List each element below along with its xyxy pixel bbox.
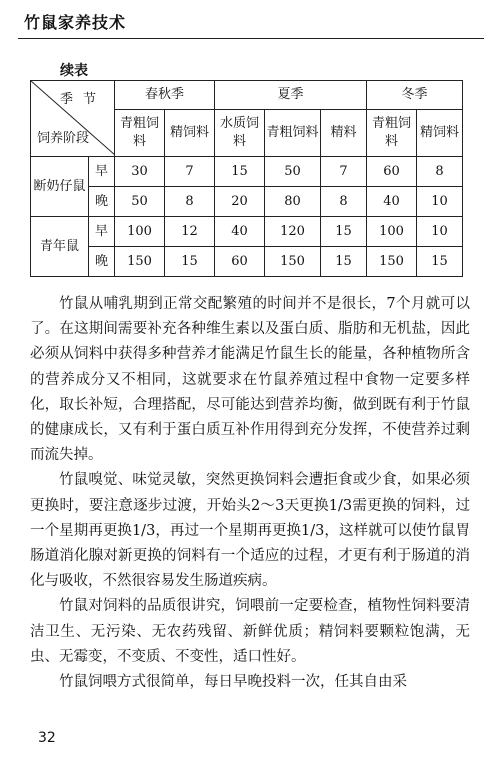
table-cell: 10 (417, 217, 463, 247)
table-caption: 续表 (60, 63, 88, 79)
feed-type-header: 青粗饲料 (115, 110, 165, 157)
feed-type-header: 青粗饲料 (367, 110, 417, 157)
season-header: 春秋季 (115, 81, 215, 110)
table-cell: 15 (165, 247, 215, 277)
season-header: 冬季 (367, 81, 463, 110)
table-cell: 150 (115, 247, 165, 277)
header-rule (18, 38, 484, 39)
table-cell: 8 (165, 187, 215, 217)
feed-type-header: 精料 (321, 110, 367, 157)
stage-label: 断奶仔鼠 (31, 157, 89, 217)
paragraph: 竹鼠对饲料的品质很讲究，饲喂前一定要检查，植物性饲料要清洁卫生、无污染、无农药残留、新鲜优质；精饲料要颗粒饱满，无虫、无霉变，不变质、不变性，适口性好。 (30, 598, 470, 665)
table-cell: 20 (215, 187, 265, 217)
time-label: 晚 (89, 187, 115, 217)
corner-stage-label: 饲养阶段 (37, 131, 90, 146)
table-row (31, 247, 463, 277)
table-cell: 60 (367, 157, 417, 187)
table-cell: 15 (321, 247, 367, 277)
table-cell: 8 (417, 157, 463, 187)
table-corner-cell (31, 81, 115, 157)
paragraph: 竹鼠嗅觉、味觉灵敏，突然更换饲料会遭拒食或少食，如果必须更换时，要注意逐步过渡，开始头2～3天更换1/3需更换的饲料，过一个星期再更换1/3，再过一个星期再更换1/3，这样就可以使竹鼠胃肠道消化腺对新更换的饲料有一个适应的过程，才更有利于肠道的消化与吸收，不然很容易发生肠道疾病。 (30, 472, 470, 590)
table-cell: 10 (417, 187, 463, 217)
table-cell: 15 (215, 157, 265, 187)
body-text (30, 292, 470, 695)
feed-type-header: 青粗饲料 (265, 110, 321, 157)
feed-type-header: 精饲料 (417, 110, 463, 157)
table-cell: 120 (265, 217, 321, 247)
feed-type-header: 精饲料 (165, 110, 215, 157)
table-cell: 150 (265, 247, 321, 277)
table-cell: 100 (115, 217, 165, 247)
table-cell: 100 (367, 217, 417, 247)
paragraph: 竹鼠从哺乳期到正常交配繁殖的时间并不是很长，7个月就可以了。在这期间需要补充各种维生素以及蛋白质、脂肪和无机盐，因此必须从饲料中获得多种营养才能满足竹鼠生长的能量，各种植物所含的营养成分又不相同，这就要求在竹鼠养殖过程中食物一定要多样化，取长补短，合理搭配，尽可能达到营养均衡，做到既有利于竹鼠的健康成长，又有利于蛋白质互补作用得到充分发挥，不使营养过剩而流失掉。 (30, 296, 470, 464)
paragraph: 竹鼠饲喂方式很简单，每日早晚投料一次，任其自由采 (59, 674, 407, 691)
feed-type-header: 水质饲料 (215, 110, 265, 157)
table-cell: 30 (115, 157, 165, 187)
table-cell: 12 (165, 217, 215, 247)
time-label: 早 (89, 157, 115, 187)
time-label: 晚 (89, 247, 115, 277)
table-cell: 80 (265, 187, 321, 217)
table-cell: 40 (215, 217, 265, 247)
table-cell: 15 (321, 217, 367, 247)
stage-label: 青年鼠 (31, 217, 89, 277)
running-head: 竹鼠家养技术 (24, 13, 127, 32)
table-cell: 8 (321, 187, 367, 217)
page-number: 32 (38, 730, 56, 746)
season-header: 夏季 (215, 81, 367, 110)
table-cell: 50 (265, 157, 321, 187)
table-cell: 7 (165, 157, 215, 187)
feeding-table (30, 80, 463, 277)
table-cell: 150 (367, 247, 417, 277)
table-cell: 50 (115, 187, 165, 217)
table-cell: 15 (417, 247, 463, 277)
table-cell: 40 (367, 187, 417, 217)
table-cell: 60 (215, 247, 265, 277)
corner-season-label: 季节 (59, 92, 106, 107)
table-cell: 7 (321, 157, 367, 187)
table-row (31, 187, 463, 217)
time-label: 早 (89, 217, 115, 247)
table-row (31, 157, 463, 187)
table-header-row-seasons (31, 81, 463, 110)
table-row (31, 217, 463, 247)
